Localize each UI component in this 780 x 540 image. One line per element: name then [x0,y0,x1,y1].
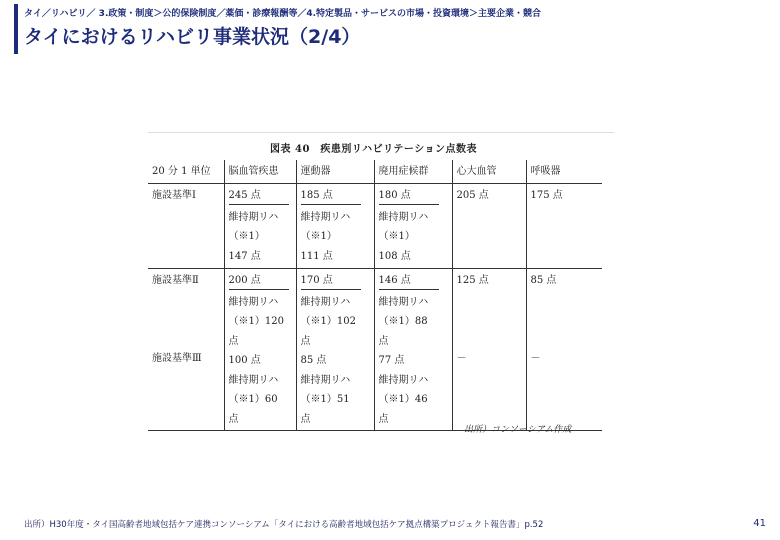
table-row [148,183,602,268]
breadcrumb: タイ／リハビリ／ 3.政策・制度＞公的保険制度／薬価・診療報酬等／4.特定製品・サービスの市場・投資環境＞主要企業・競合 [24,9,542,19]
table-cell: 85 点 － [526,268,602,430]
header-accent-bar [14,4,18,54]
header-cell: 呼吸器 [526,160,602,183]
footer-source: 出所）H30年度・タイ国高齢者地域包括ケア連携コンソーシアム「タイにおける高齢者地域包括ケア拠点構築プロジェクト報告書」p.52 [24,520,544,530]
table-cell: 205 点 [452,183,526,268]
row-label: 施設基準Ⅰ [148,183,224,268]
table-cell: 170 点 維持期リハ （※1）102 点 85 点 維持期リハ （※1）51 点 [296,268,374,430]
table-cell: 185 点 維持期リハ （※1） 111 点 [296,183,374,268]
figure-source: 出所）コンソーシアム作成 [464,425,572,435]
page-title: タイにおけるリハビリ事業状況（2/4） [24,26,361,48]
table-cell: 146 点 維持期リハ （※1）88 点 77 点 維持期リハ （※1）46 点 [374,268,452,430]
header-cell: 廃用症候群 [374,160,452,183]
row-label: 施設基準Ⅱ 施設基準Ⅲ [148,268,224,430]
rehab-points-table [148,160,602,431]
table-cell: 200 点 維持期リハ （※1）120 点 100 点 維持期リハ （※1）60 点 [224,268,296,430]
header-cell: 心大血管 [452,160,526,183]
table-cell: 245 点 維持期リハ （※1） 147 点 [224,183,296,268]
figure-top-rule [148,132,614,133]
table-header-row [148,160,602,183]
figure-table-image [148,130,614,440]
page-number: 41 [753,518,766,529]
table-cell: 125 点 － [452,268,526,430]
header-cell: 脳血管疾患 [224,160,296,183]
header-cell: 20 分 1 単位 [148,160,224,183]
figure-caption: 図表 40 疾患別リハビリテーション点数表 [270,144,477,155]
table-cell: 175 点 [526,183,602,268]
table-cell: 180 点 維持期リハ （※1） 108 点 [374,183,452,268]
table-row [148,268,602,430]
header-cell: 運動器 [296,160,374,183]
